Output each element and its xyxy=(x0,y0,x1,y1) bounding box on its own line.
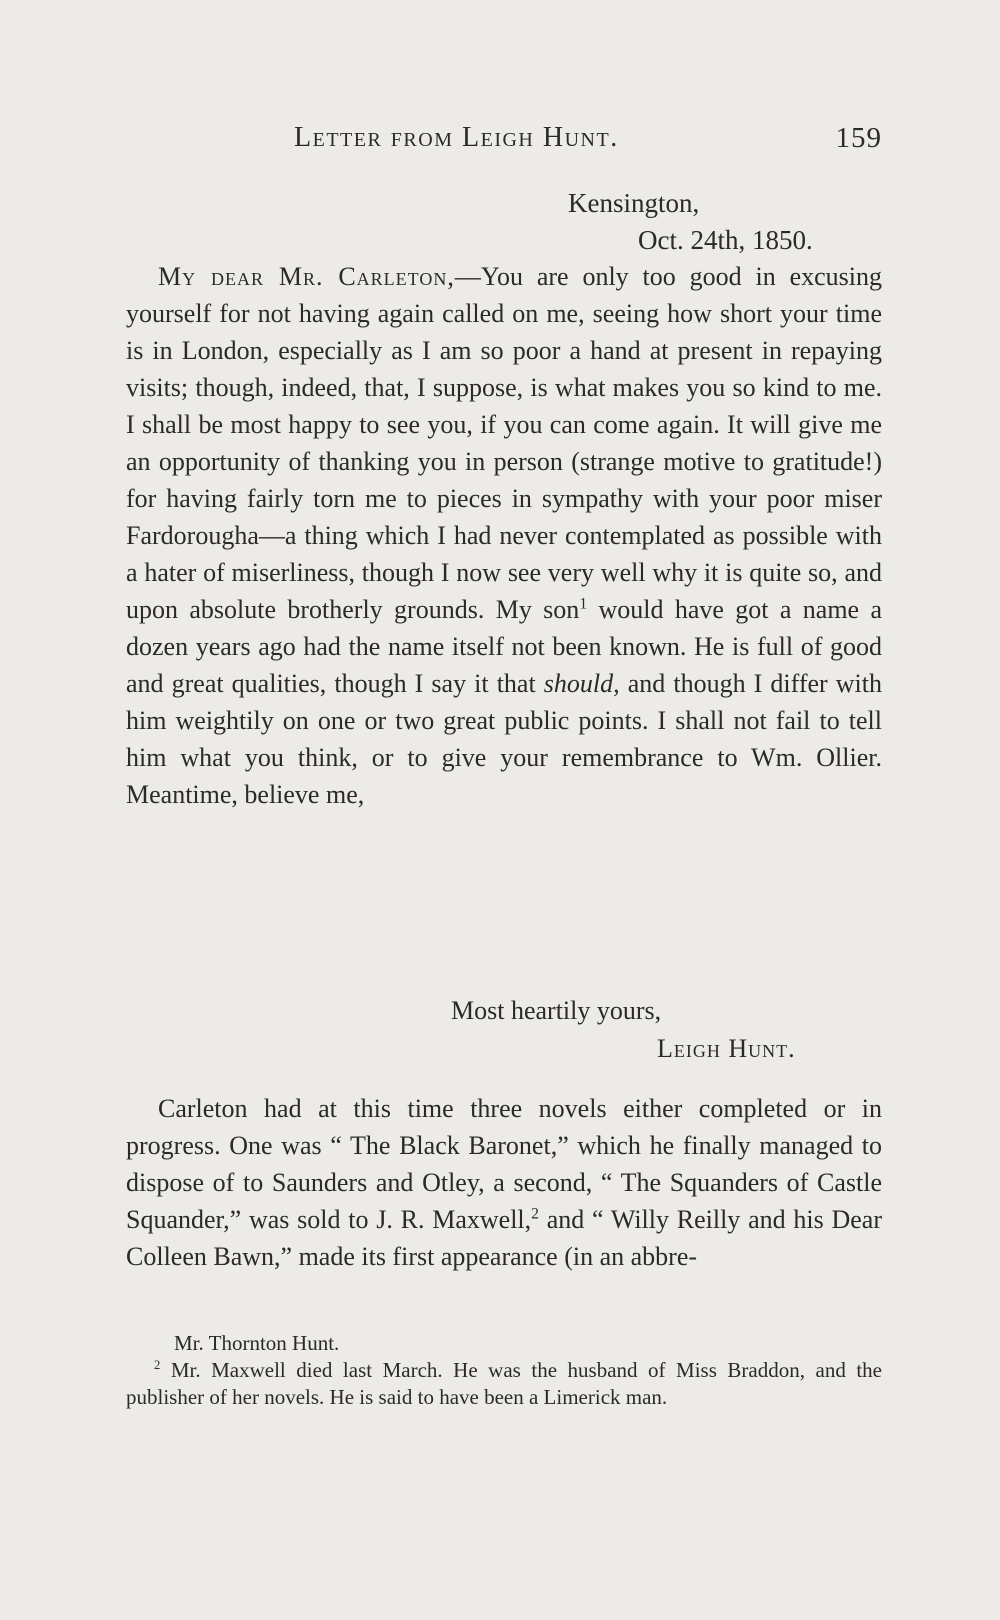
letter-body-text-2: would have got a name a dozen years ago had the name itself not been known. He is full of good and great qualities, though I say it that xyxy=(126,595,883,698)
footnote-reference-1: 1 xyxy=(579,595,588,613)
letter-body xyxy=(126,258,882,813)
narrative-paragraph xyxy=(126,1090,882,1275)
page-header xyxy=(126,122,882,162)
narrative-text-2: and “ Willy Reilly and his Dear Colleen Bawn,” made its first appearance (in an abbre- xyxy=(126,1205,882,1271)
footnote-2 xyxy=(126,1357,882,1411)
letter-salutation: My dear Mr. Carleton, xyxy=(158,262,455,291)
emphasized-word: should, xyxy=(543,669,620,698)
letter-body-text-1: —You are only too good in excusing yourself for not having again called on me, seeing how short your time is in London, especially as I am so poor a hand at present in repaying visits; though, indeed, that, I suppose, is what makes you so kind to me. I shall be most happy to see you, if you can come again. It will give me an opportunity of thanking you in person (strange motive to gratitude!) for having fairly torn me to pieces in sympathy with your poor miser Fardorougha—a thing which I had never contemplated as possible with a hater of miserliness, though I now see very well why it is quite so, and upon absolute brotherly grounds. My son xyxy=(126,262,882,624)
narrative-text-1: Carleton had at this time three novels either completed or in progress. One was “ The Black Baronet,” which he finally managed to dispose of to Saunders and Otley, a second, “ The Squanders of Castle Squander,” was sold to J. R. Maxwell, xyxy=(126,1094,882,1234)
letter-body-text-3: and though I differ with him weightily on one or two great public points. I shall not fail to tell him what you think, or to give your remembrance to Wm. Ollier. Meantime, believe me, xyxy=(126,669,882,809)
footnote-marker-2: 2 xyxy=(154,1358,161,1372)
letter-closing: Most heartily yours, xyxy=(451,996,662,1025)
running-title: Letter from Leigh Hunt. xyxy=(294,122,619,153)
footnote-1: Mr. Thornton Hunt. xyxy=(174,1331,340,1355)
page-number: 159 xyxy=(835,122,882,154)
footnote-reference-2: 2 xyxy=(531,1205,539,1223)
letter-place: Kensington, xyxy=(568,188,700,218)
letter-date: Oct. 24th, 1850. xyxy=(638,225,813,255)
footnotes xyxy=(126,1330,882,1411)
letter-signature: Leigh Hunt. xyxy=(657,1034,796,1063)
footnote-2-text: Mr. Maxwell died last March. He was the husband of Miss Braddon, and the publisher of her novels. He is said to have been a Limerick man. xyxy=(126,1358,882,1409)
